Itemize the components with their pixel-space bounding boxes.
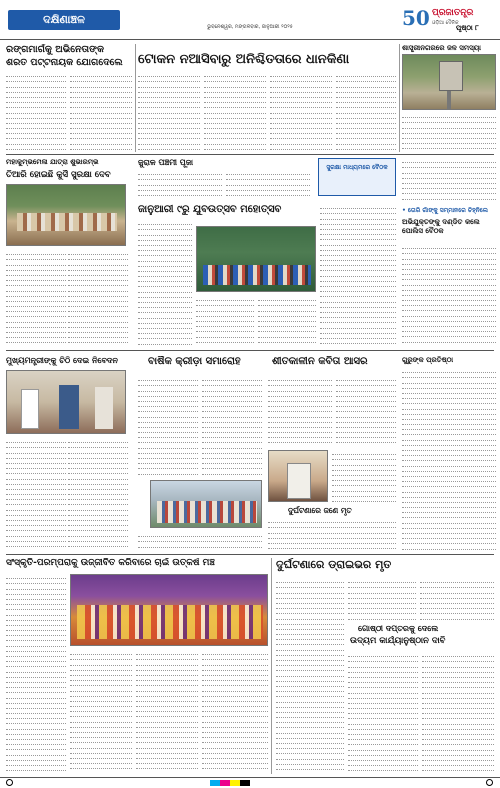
headline-s3: ଶାସ୍ତ୍ରୀନଗରରେ ଜଳ ସମସ୍ୟା — [402, 44, 482, 52]
body-s10-col2 — [68, 438, 128, 550]
section-rule — [6, 350, 494, 351]
color-swatch-yellow — [230, 780, 240, 786]
headline-s5: ମହାକୁମ୍ଭମେଳା ଯାତ୍ରା ଶୁଭାରମ୍ଭ — [6, 158, 99, 166]
headline-s1-line2: ଶରତ ପଟ୍ଟନାୟକ ଯୋଗଦେଲେ — [6, 57, 123, 68]
body-s2-col1 — [138, 72, 200, 150]
anniversary-logo: 50 — [402, 6, 430, 30]
column-divider — [135, 44, 136, 152]
headline-s12: ଶୀତକାଳୀନ କବିତା ଆସର — [272, 356, 368, 367]
page-number: ପୃଷ୍ଠା ୮ — [456, 24, 479, 32]
body-s2-col4 — [336, 72, 396, 150]
body-s14 — [268, 518, 396, 550]
body-s4-col1 — [138, 170, 222, 198]
headline-s7: ଜାନୁଆରୀ ୯ରୁ ଯୁବଉତ୍ସବ ମହୋତ୍ସବ — [138, 204, 282, 215]
column-divider — [271, 558, 272, 774]
headline-s1-line1: ରଙ୍ଗମାର୍ଗକୁ ଅଭିନେତାଙ୍କ — [6, 44, 104, 55]
headline-s2: ଟୋକନ ନଆସିବାରୁ ଅନିଶ୍ଚିତତାରେ ଧାନକିଣା — [138, 52, 350, 67]
masthead — [0, 0, 500, 40]
section-title: ଦକ୍ଷିଣାଞ୍ଚଳ — [8, 10, 120, 30]
body-s12-col3 — [332, 450, 396, 502]
body-s1-col1 — [6, 72, 66, 152]
body-s12-col1 — [268, 376, 332, 446]
body-s15-col3 — [136, 650, 198, 774]
section-rule — [6, 554, 494, 555]
body-s11-col1 — [138, 376, 198, 476]
body-s4-col2 — [226, 170, 310, 198]
body-s15-col4 — [202, 650, 268, 774]
body-s1-col2 — [70, 72, 132, 152]
body-s10-col1 — [6, 438, 66, 550]
headline-s10: ମୁଖ୍ୟମନ୍ତ୍ରୀଙ୍କୁ ଚିଠି ଦେଇ ନିବେଦନ — [6, 356, 118, 365]
body-s9 — [402, 244, 496, 346]
headline-s16: ଦୁର୍ଘଟଣାରେ ଡ୍ରାଇଭର ମୃତ — [276, 558, 392, 571]
body-s13 — [402, 368, 496, 550]
body-s8-cont — [320, 204, 396, 346]
headline-s14: ଦୁର୍ଘଟଣାରେ ଜଣେ ମୃତ — [288, 506, 352, 515]
headline-s4: ଜୁରାଳ ପଞ୍ଚମୀ ପୂଜା — [138, 158, 194, 167]
headline-s8: ସୁରକ୍ଷା ମାଧ୍ୟମରେ ବୈଠକ — [318, 158, 396, 196]
body-s16-col2 — [348, 578, 416, 620]
body-s7-col2 — [196, 296, 254, 346]
body-s16-col3 — [420, 578, 494, 620]
photo-cultural-stage — [70, 574, 268, 646]
color-swatch-magenta — [220, 780, 230, 786]
body-s6-col2 — [68, 250, 128, 348]
dateline: ଭୁବନେଶ୍ୱର, ମଙ୍ଗଳବାର, ଜାନୁଆରୀ ୨୦୨୫ — [207, 24, 293, 30]
photo-water-tank — [402, 54, 496, 110]
newspaper-logo: ପ୍ରଜାତନ୍ତ୍ର — [432, 8, 474, 18]
body-s16-col1 — [276, 578, 344, 774]
headline-s9: ଅଭିଯୁକ୍ତଙ୍କୁ ଦଣ୍ଡିତ କଲେ ପୋଲିସ ବୈଠକ — [402, 218, 480, 235]
body-s2-col2 — [204, 72, 266, 150]
headline-s13: ଗୁରୁଙ୍କ ପ୍ରତିଷ୍ଠା — [402, 356, 454, 364]
photo-sports-event — [150, 480, 262, 528]
column-divider — [399, 44, 400, 152]
body-s7-col3 — [258, 296, 316, 346]
print-footer — [0, 777, 500, 788]
body-s15-col1 — [6, 574, 66, 774]
photo-festival-meeting — [196, 226, 316, 292]
body-s3 — [402, 113, 496, 151]
section-rule — [6, 154, 494, 155]
body-s15-col2 — [70, 650, 132, 774]
color-swatch-black — [240, 780, 250, 786]
body-s17-col2 — [422, 652, 494, 774]
body-s2-col3 — [270, 72, 332, 150]
body-s11-col2 — [202, 376, 262, 476]
kicker-s9: • ତୋରି ଗାଁଙ୍କୁ ସମ୍ମାନରେ ଚିହ୍ନିଲେ — [402, 207, 488, 214]
headline-s11: ବାର୍ଷିକ କ୍ରୀଡ଼ା ସମାରୋହ — [148, 356, 241, 367]
headline-s6: ତିଆରି ହୋଇଛି କୁର୍ସି ସୁରକ୍ଷା ଦେବ — [6, 170, 111, 180]
body-s11-tail — [138, 532, 262, 550]
headline-s17-line2: ଉଦ୍ୟମ କାର୍ଯ୍ୟାନୁଷ୍ଠାନ ଦାବି — [350, 636, 446, 646]
logo-tagline: ଓଡ଼ିଆ ଦୈନିକ — [432, 20, 459, 26]
body-s7-col1 — [138, 220, 192, 346]
body-s12-col2 — [336, 376, 396, 446]
color-swatch-cyan — [210, 780, 220, 786]
photo-memorandum — [6, 370, 126, 434]
headline-s15: ସଂସ୍କୃତି-ପରମ୍ପରାକୁ ଉଜ୍ଜୀବିତ କରିବାରେ ଚାଇଁ ଉତ୍କର୍ଷ ମଞ୍ଚ — [6, 558, 215, 568]
registration-mark-icon — [6, 779, 13, 786]
body-s6-col1 — [6, 250, 66, 348]
registration-mark-icon — [486, 779, 493, 786]
photo-group-meeting — [6, 184, 126, 246]
body-s8 — [402, 158, 496, 202]
photo-poetry-meet — [268, 450, 328, 502]
body-s17-col1 — [348, 652, 418, 774]
headline-s17-line1: ଗୋଷ୍ଠୀ ଦପ୍ତରକୁ ଦେଲେ — [358, 624, 439, 633]
